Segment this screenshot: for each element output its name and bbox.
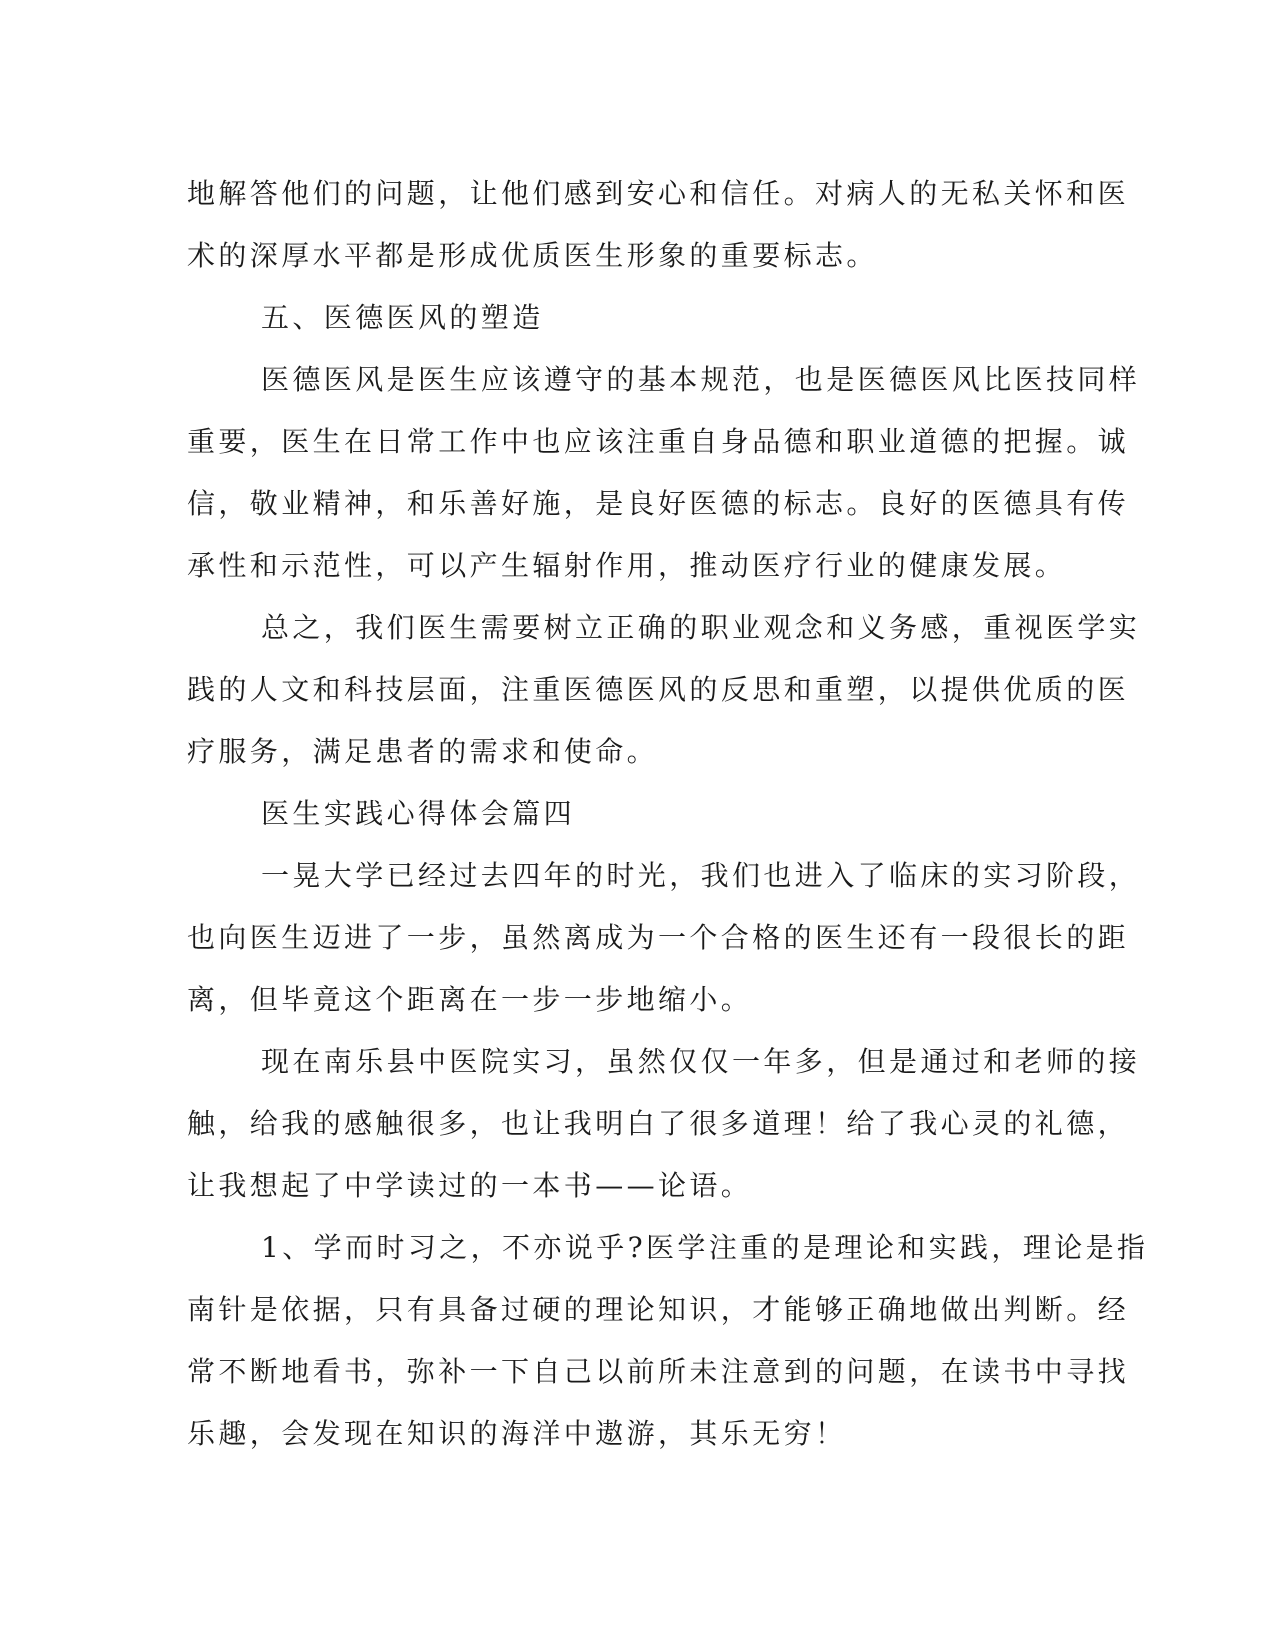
text-line: 也向医生迈进了一步，虽然离成为一个合格的医生还有一段很长的距	[187, 921, 1130, 954]
text-line: 地解答他们的问题，让他们感到安心和信任。对病人的无私关怀和医	[187, 177, 1130, 210]
text-line: 现在南乐县中医院实习，虽然仅仅一年多，但是通过和老师的接	[261, 1045, 1141, 1078]
section-heading: 五、医德医风的塑造	[261, 301, 544, 334]
text-line: 总之，我们医生需要树立正确的职业观念和义务感，重视医学实	[261, 611, 1141, 644]
text-line: 一晃大学已经过去四年的时光，我们也进入了临床的实习阶段，	[261, 859, 1141, 892]
text-line: 术的深厚水平都是形成优质医生形象的重要标志。	[187, 239, 878, 272]
text-line: 让我想起了中学读过的一本书——论语。	[187, 1169, 753, 1202]
text-line: 乐趣，会发现在知识的海洋中遨游，其乐无穷！	[187, 1417, 847, 1450]
text-line: 南针是依据，只有具备过硬的理论知识，才能够正确地做出判断。经	[187, 1293, 1130, 1326]
text-line: 信，敬业精神，和乐善好施，是良好医德的标志。良好的医德具有传	[187, 487, 1130, 520]
text-line: 离，但毕竟这个距离在一步一步地缩小。	[187, 983, 753, 1016]
text-line: 常不断地看书，弥补一下自己以前所未注意到的问题，在读书中寻找	[187, 1355, 1130, 1388]
text-line: 1、学而时习之，不亦说乎?医学注重的是理论和实践，理论是指	[261, 1231, 1149, 1264]
text-line: 重要，医生在日常工作中也应该注重自身品德和职业道德的把握。诚	[187, 425, 1130, 458]
document-body	[187, 163, 1149, 1465]
text-line: 疗服务，满足患者的需求和使命。	[187, 735, 659, 768]
text-line: 医德医风是医生应该遵守的基本规范，也是医德医风比医技同样	[261, 363, 1141, 396]
text-line: 触，给我的感触很多，也让我明白了很多道理！给了我心灵的礼德，	[187, 1107, 1130, 1140]
text-line: 承性和示范性，可以产生辐射作用，推动医疗行业的健康发展。	[187, 549, 1067, 582]
text-line: 践的人文和科技层面，注重医德医风的反思和重塑，以提供优质的医	[187, 673, 1130, 706]
section-heading: 医生实践心得体会篇四	[261, 797, 576, 830]
